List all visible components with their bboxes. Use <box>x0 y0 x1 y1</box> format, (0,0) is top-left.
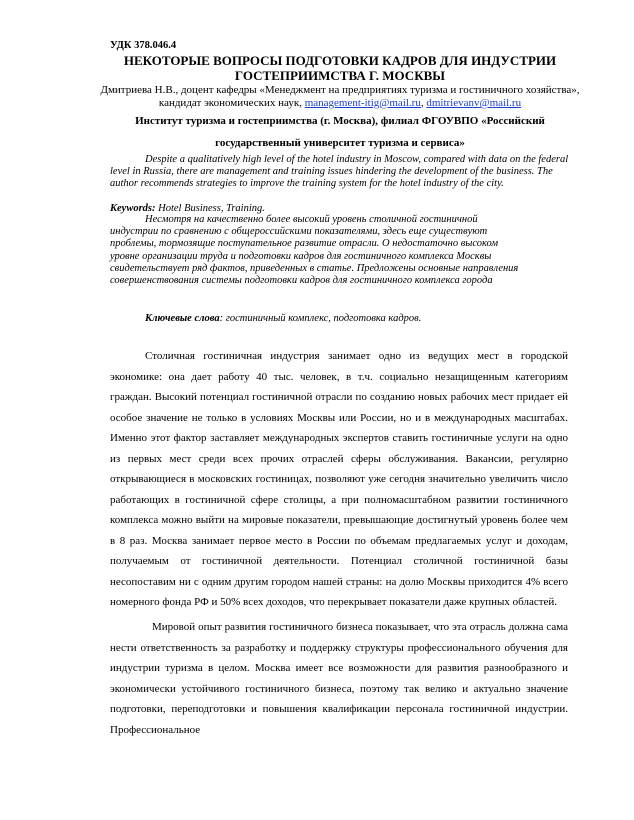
paper-title <box>100 53 580 83</box>
keywords-english <box>110 203 265 214</box>
body-paragraph-1: Столичная гостиничная индустрия занимает одно из ведущих мест в городской экономике: она дает работу 40 тыс. человек, в т.ч. социально незащищенным категориям граждан. Высокий потенциал гостиничной отрасли по созданию новых рабочих мест придает ей особое значение не только в условиях Москвы или России, но и в международных масштабах. Именно этот фактор заставляет международных экспертов ставить гостиничные услуги на одно из первых мест среди всех прочих отраслей сферы обслуживания. Вакансии, регулярно открывающиеся в московских гостиницах, позволяют уже сегодня значительно увеличить число работающих в гостиничной сфере столицы, а при полномасштабном развитии гостиничного комплекса можно выйти на мировые показатели, превышающие достигнутый уровень более чем в 8 раз. Москва занимает первое место в России по объемам предлагаемых услуг и доходам, получаемым от гостиничной деятельности. Потенциал столичной гостиничной базы несопоставим ни с одним другим городом нашей страны: на долю Москвы приходится 4% всего номерного фонда РФ и 50% всех доходов, что перекрывает показатели даже крупных областей. <box>110 350 568 608</box>
title-line-1: НЕКОТОРЫЕ ВОПРОСЫ ПОДГОТОВКИ КАДРОВ ДЛЯ ИНДУСТРИИ <box>123 53 557 68</box>
title-line-2: ГОСТЕПРИИМСТВА Г. МОСКВЫ <box>234 68 446 83</box>
keywords-russian-label: Ключевые слова <box>145 313 220 324</box>
author-text: Дмитриева Н.В., доцент кафедры «Менеджмент на предприятиях туризма и гостиничного хозяйства», кандидат экономических наук, <box>100 84 580 109</box>
udk-code: УДК 378.046.4 <box>110 40 177 51</box>
email-link-1[interactable]: management-itig@mail.ru <box>304 97 421 109</box>
institution <box>100 110 580 154</box>
email-link-2[interactable]: dmitrievanv@mail.ru <box>426 97 522 109</box>
keywords-russian-text: : гостиничный комплекс, подготовка кадров. <box>219 313 422 324</box>
keywords-english-text: Hotel Business, Training. <box>155 203 265 214</box>
institution-line-1: Институт туризма и гостеприимства (г. Москва), филиал ФГОУВПО «Российский <box>135 115 545 127</box>
institution-line-2: государственный университет туризма и сервиса» <box>215 137 465 149</box>
email-separator: , <box>420 97 427 109</box>
keywords-english-label: Keywords: <box>110 203 156 214</box>
keywords-russian <box>145 313 421 324</box>
body-paragraph-2: Мировой опыт развития гостиничного бизнеса показывает, что эта отрасль должна сама нести ответственность за разработку и поддержку структуры профессионального обучения для индустрии туризма в целом. Москва имеет все возможности для развития разнообразного и экономически устойчивого гостиничного бизнеса, поэтому так велико и актуально значение подготовки, переподготовки и повышения квалификации персонала гостиничной индустрии. Профессиональное <box>110 621 568 736</box>
abstract-english: Despite a qualitatively high level of the hotel industry in Moscow, compared with data on the federal level in Russia, there are management and training issues hindering the development of the business. The author recommends strategies to improve the training system for the hotel industry of the city. <box>110 154 569 189</box>
author-info <box>100 84 580 110</box>
abstract-russian: Несмотря на качественно более высокий уровень столичной гостиничной индустрии по сравнению с общероссийскими показателями, здесь еще существуют проблемы, тормозящие поступательное развитие отрасли. О недостаточно высоком уровне организации труда и подготовки кадров для гостиничного комплекса Москвы свидетельствует ряд фактов, приведенных в статье. Предложены основные направления совершенствования системы подготовки кадров для гостиничного комплекса города <box>110 214 519 287</box>
